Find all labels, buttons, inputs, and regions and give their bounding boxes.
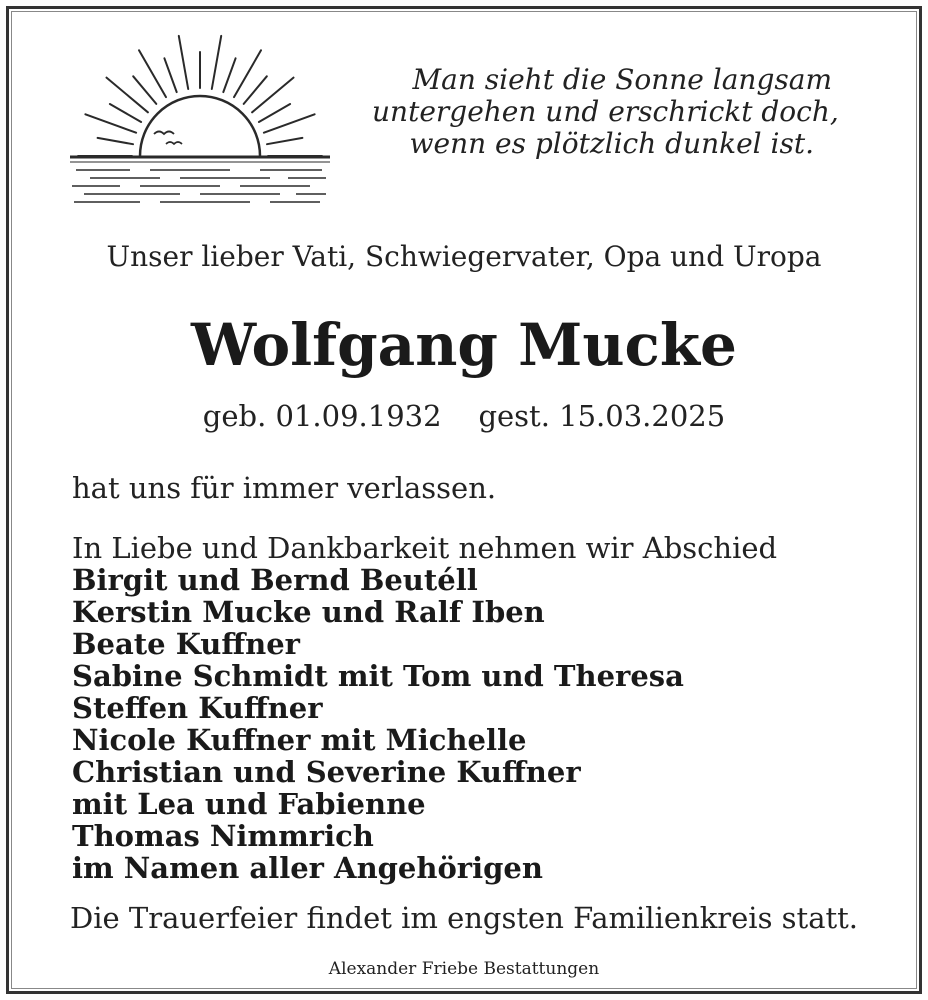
mourner-line: Kerstin Mucke und Ralf Iben — [72, 595, 545, 629]
life-dates: geb. 01.09.1932 gest. 15.03.2025 — [202, 399, 726, 433]
undertaker-name: Alexander Friebe Bestattungen — [328, 959, 600, 979]
main-text-block — [72, 470, 777, 884]
quote-line: Man sieht die Sonne langsam — [412, 63, 832, 96]
mourner-line: mit Lea und Fabienne — [72, 787, 426, 821]
sun-ray — [139, 50, 166, 97]
sun-ray — [252, 78, 293, 113]
mourners-list — [72, 564, 777, 884]
sun-ray — [223, 58, 235, 92]
sun-ray — [179, 36, 188, 89]
sun-ray — [267, 138, 302, 144]
sun-ray — [107, 78, 148, 113]
mourner-line: Christian und Severine Kuffner — [72, 755, 581, 789]
quote-line: wenn es plötzlich dunkel ist. — [409, 127, 814, 160]
intro-text: Unser lieber Vati, Schwiegervater, Opa und Uropa — [106, 240, 822, 273]
passing-message: hat uns für immer verlassen. — [72, 471, 497, 505]
ceremony-note: Die Trauerfeier findet im engsten Familienkreis statt. — [69, 901, 859, 935]
sun-ray — [234, 50, 261, 97]
sun-ray — [212, 36, 221, 89]
sun-ray — [244, 76, 267, 104]
sun-ray — [85, 114, 136, 132]
sunset-over-sea-icon — [70, 24, 330, 208]
mourner-line: im Namen aller Angehörigen — [72, 851, 543, 885]
quote — [372, 63, 839, 160]
mourner-line: Sabine Schmidt mit Tom und Theresa — [72, 659, 684, 693]
sun-ray — [110, 104, 141, 122]
sun-ray — [133, 76, 156, 104]
mourner-line: Birgit und Bernd Beutéll — [72, 563, 478, 597]
sun-ray — [264, 114, 315, 132]
quote-line: untergehen und erschrickt doch, — [372, 95, 839, 128]
mourner-line: Steffen Kuffner — [72, 691, 323, 725]
sun-ray — [259, 104, 290, 122]
farewell-line: In Liebe und Dankbarkeit nehmen wir Abschied — [72, 531, 778, 565]
mourner-line: Nicole Kuffner mit Michelle — [72, 723, 527, 757]
mourner-line: Thomas Nimmrich — [72, 819, 374, 853]
sun-ray — [98, 138, 133, 144]
deceased-name: Wolfgang Mucke — [191, 311, 737, 379]
sun-ray — [164, 58, 176, 92]
mourner-line: Beate Kuffner — [72, 627, 300, 661]
